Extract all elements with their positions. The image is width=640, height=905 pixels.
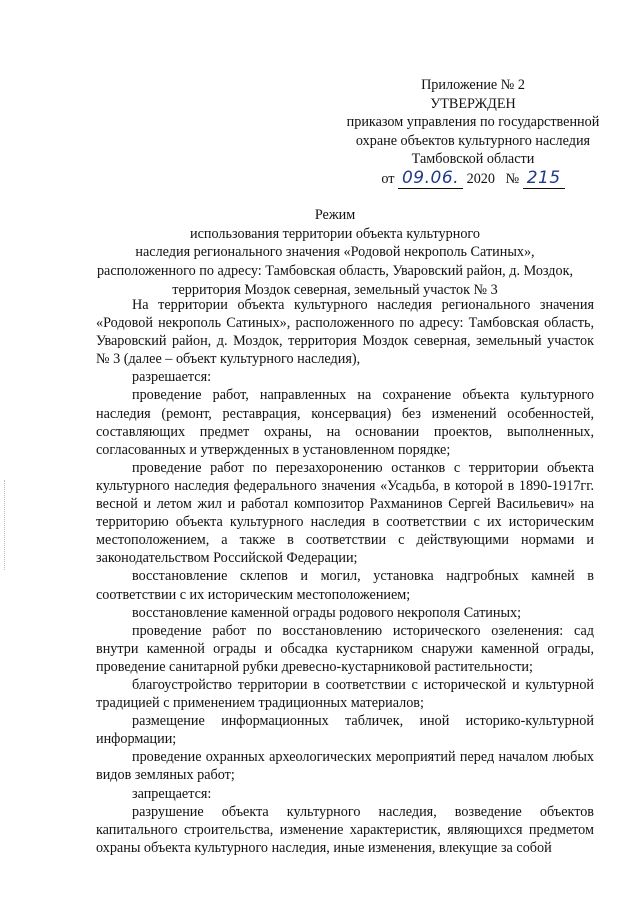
- title-line-1: Режим: [314, 207, 356, 223]
- approval-block: [328, 76, 618, 188]
- paragraph-permitted-heading: разрешается:: [132, 369, 212, 386]
- title-line-3: наследия регионального значения «Родовой некрополь Сатиных»,: [135, 244, 535, 261]
- paragraph: проведение работ по восстановлению исторического озеленения: сад внутри каменной ограды и обсадка кустарником снаружи каменной ограды, проведение санитарной рубки древесно-кустарниковой растительности;: [96, 622, 594, 675]
- paragraph-prohibited-heading: запрещается:: [132, 785, 212, 802]
- title-line-4: расположенного по адресу: Тамбовская область, Уваровский район, д. Моздок,: [96, 263, 574, 280]
- number-prefix: №: [505, 170, 520, 187]
- paragraph: восстановление каменной ограды родового некрополя Сатиных;: [132, 604, 522, 621]
- order-line-3: Тамбовской области: [411, 151, 535, 167]
- order-date-line: [328, 169, 618, 189]
- paragraph: разрушение объекта культурного наследия, возведение объектов капитального строительства, изменение характеристик, являющихся предметом охраны объекта культурного наследия, иные изменения, влекущие за собой: [96, 803, 594, 856]
- title-line-5: территория Моздок северная, земельный участок № 3: [172, 281, 498, 298]
- order-line-2: охране объектов культурного наследия: [355, 132, 591, 149]
- handwritten-date: 09.06.: [398, 168, 463, 189]
- paragraph: благоустройство территории в соответствии с исторической и культурной традицией с применением традиционных материалов;: [96, 676, 594, 712]
- paragraph: восстановление склепов и могил, установка надгробных камней в соответствии с их историческим местоположением;: [96, 568, 594, 603]
- date-year: 2020: [466, 170, 495, 187]
- paragraph: На территории объекта культурного наследия регионального значения «Родовой некрополь Сатиных», расположенного по адресу: Тамбовская область, Уваровский район, д. Моздок, территория Моздок северная, земельный участок № 3 (далее – объект культурного наследия),: [96, 297, 594, 368]
- appendix-number: Приложение № 2: [421, 77, 525, 93]
- order-line-1: приказом управления по государственной: [346, 114, 600, 130]
- document-body: [96, 296, 594, 857]
- title-line-2: использования территории объекта культурного: [190, 225, 480, 242]
- scan-margin-mark: [4, 480, 8, 570]
- paragraph: проведение работ по перезахоронению останков с территории объекта культурного наследия федерального значения «Усадьба, в которой в 1890-1917гг. весной и летом жил и работал композитор Рахманинов Сергей Васильевич» на территорию объекта культурного наследия в соответствии с их историческим местоположением, а также в соответствии с действующими нормами и законодательством Российской Федерации;: [96, 459, 594, 567]
- paragraph: размещение информационных табличек, иной историко-культурной информации;: [96, 713, 594, 748]
- handwritten-number: 215: [523, 168, 565, 189]
- approved-heading: УТВЕРЖДЕН: [430, 95, 516, 112]
- date-prefix: от: [381, 170, 395, 187]
- paragraph: проведение охранных археологических мероприятий перед началом любых видов земляных работ;: [96, 749, 594, 784]
- paragraph: проведение работ, направленных на сохранение объекта культурного наследия (ремонт, реставрация, консервация) без изменений особенностей, составляющих предмет охраны, на основании проектов, выполненных, согласованных и утвержденных в установленном порядке;: [96, 387, 594, 458]
- document-title: [80, 206, 590, 300]
